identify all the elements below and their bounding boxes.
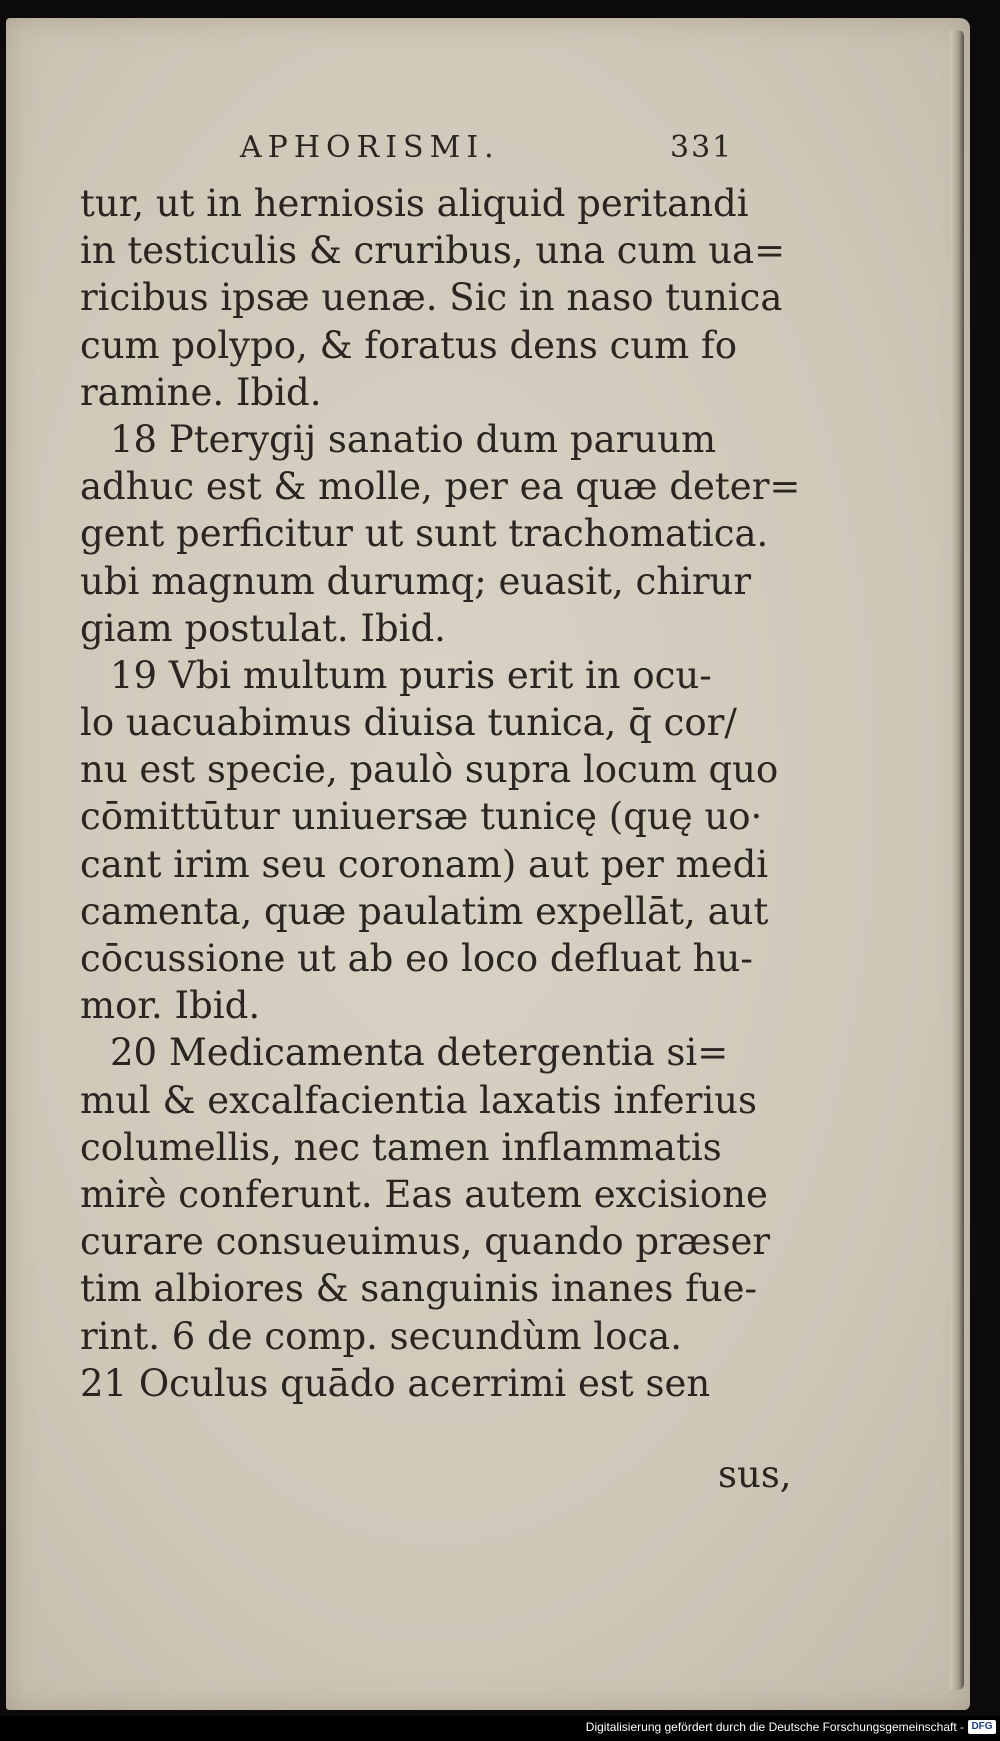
catchword: sus, bbox=[718, 1453, 792, 1496]
digitization-footer bbox=[0, 1716, 1000, 1741]
running-head: APHORISMI. bbox=[240, 130, 500, 165]
footer-credit: Digitalisierung gefördert durch die Deutsche Forschungsgemeinschaft - bbox=[585, 1720, 964, 1734]
text-line: tur, ut in herniosis aliquid peritandi bbox=[80, 182, 749, 225]
text-line: 19 Vbi multum puris erit in ocu- bbox=[110, 653, 712, 697]
text-line: adhuc est & molle, per ea quæ deter= bbox=[80, 465, 801, 509]
text-line: camenta, quæ paulatim expellāt, aut bbox=[80, 889, 769, 933]
page-header bbox=[80, 130, 780, 180]
text-line: tim albiores & sanguinis inanes fue- bbox=[80, 1267, 758, 1311]
page-edge bbox=[950, 30, 964, 1690]
text-line: 21 Oculus quādo acerrimi est sen bbox=[80, 1361, 711, 1405]
text-line: cant irim seu coronam) aut per medi bbox=[80, 842, 769, 886]
text-line: ramine. Ibid. bbox=[80, 370, 322, 414]
text-line: columellis, nec tamen inflammatis bbox=[80, 1125, 722, 1169]
text-line: cōmittūtur uniuersæ tunicę (quę uo· bbox=[80, 795, 763, 839]
text-line: ricibus ipsæ uenæ. Sic in naso tunica bbox=[80, 276, 783, 320]
text-line: mul & excalfacientia laxatis inferius bbox=[80, 1078, 758, 1122]
text-line: gent perficitur ut sunt trachomatica. bbox=[80, 512, 769, 556]
text-line: 20 Medicamenta detergentia si= bbox=[110, 1031, 729, 1075]
text-line: mirè conferunt. Eas autem excisione bbox=[80, 1172, 768, 1216]
text-block bbox=[80, 130, 801, 1407]
text-line: 18 Pterygij sanatio dum paruum bbox=[110, 417, 717, 461]
page-number: 331 bbox=[670, 130, 734, 165]
text-line: rint. 6 de comp. secundùm loca. bbox=[80, 1314, 682, 1358]
text-line: in testiculis & cruribus, una cum ua= bbox=[80, 229, 786, 273]
text-line: mor. Ibid. bbox=[80, 984, 261, 1028]
dfg-logo-icon: DFG bbox=[968, 1720, 996, 1734]
text-line: cōcussione ut ab eo loco defluat hu- bbox=[80, 937, 753, 980]
text-line: curare consueuimus, quando præser bbox=[80, 1220, 771, 1264]
text-line: cum polypo, & foratus dens cum fo bbox=[80, 323, 737, 367]
text-line: ubi magnum durumq; euasit, chirur bbox=[80, 559, 752, 603]
text-line: nu est specie, paulò supra locum quo bbox=[80, 748, 779, 792]
text-line: giam postulat. Ibid. bbox=[80, 606, 446, 650]
text-line: lo uacuabimus diuisa tunica, q̄ cor/ bbox=[80, 701, 737, 745]
body-text bbox=[80, 180, 801, 1407]
